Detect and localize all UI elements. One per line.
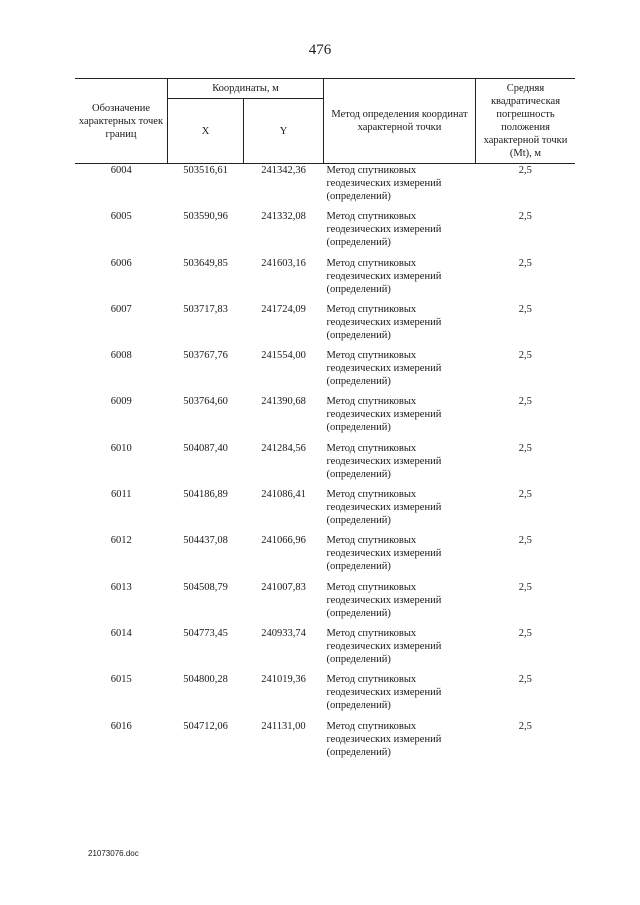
table-row	[75, 488, 575, 534]
table-row	[75, 164, 575, 211]
footer-doc-id: 21073076.doc	[88, 849, 139, 858]
table-body	[75, 164, 575, 766]
cell-method: Метод спутниковых геодезических измерений (определений)	[326, 720, 442, 758]
cell-point: 6008	[110, 350, 132, 362]
table-row	[75, 627, 575, 673]
cell-method: Метод спутниковых геодезических измерений (определений)	[326, 627, 442, 665]
cell-point: 6012	[110, 535, 132, 547]
cell-point: 6014	[110, 627, 132, 639]
cell-method: Метод спутниковых геодезических измерений (определений)	[326, 396, 442, 434]
cell-x: 504800,28	[183, 674, 228, 686]
coordinates-table	[75, 78, 575, 766]
table-row	[75, 581, 575, 627]
cell-error: 2,5	[518, 535, 532, 547]
cell-point: 6006	[110, 257, 132, 269]
cell-point: 6016	[110, 720, 132, 732]
cell-y: 240933,74	[261, 627, 306, 639]
cell-x: 503649,85	[183, 257, 228, 269]
table-row	[75, 303, 575, 349]
table-row	[75, 257, 575, 303]
table-row	[75, 349, 575, 395]
table-row	[75, 395, 575, 441]
page-number: 476	[308, 42, 332, 58]
cell-x: 503767,76	[183, 350, 228, 362]
cell-method: Метод спутниковых геодезических измерений (определений)	[326, 535, 442, 573]
cell-error: 2,5	[518, 581, 532, 593]
cell-method: Метод спутниковых геодезических измерений (определений)	[326, 581, 442, 619]
cell-x: 503717,83	[183, 303, 228, 315]
cell-point: 6010	[110, 442, 132, 454]
cell-error: 2,5	[518, 489, 532, 501]
cell-error: 2,5	[518, 303, 532, 315]
cell-y: 241284,56	[261, 442, 306, 454]
cell-point: 6009	[110, 396, 132, 408]
header-point-designation: Обозначение характерных точек границ	[75, 79, 168, 164]
cell-point: 6011	[110, 489, 132, 501]
header-error: Средняя квадратическая погрешность положения характерной точки (Mt), м	[476, 79, 576, 164]
header-y: Y	[244, 99, 324, 164]
cell-x: 504712,06	[183, 720, 228, 732]
cell-error: 2,5	[518, 627, 532, 639]
cell-x: 503764,60	[183, 396, 228, 408]
cell-error: 2,5	[518, 211, 532, 223]
cell-method: Метод спутниковых геодезических измерений (определений)	[326, 165, 442, 202]
cell-error: 2,5	[518, 720, 532, 732]
cell-x: 503590,96	[183, 211, 228, 223]
cell-method: Метод спутниковых геодезических измерений (определений)	[326, 257, 442, 295]
table-row	[75, 673, 575, 719]
cell-y: 241342,36	[261, 165, 306, 176]
cell-point: 6005	[110, 211, 132, 223]
cell-method: Метод спутниковых геодезических измерений (определений)	[326, 442, 442, 480]
cell-y: 241019,36	[261, 674, 306, 686]
table-header	[75, 79, 575, 164]
cell-point: 6013	[110, 581, 132, 593]
cell-y: 241724,09	[261, 303, 306, 315]
cell-y: 241007,83	[261, 581, 306, 593]
cell-x: 504087,40	[183, 442, 228, 454]
cell-method: Метод спутниковых геодезических измерений (определений)	[326, 674, 442, 712]
cell-error: 2,5	[518, 350, 532, 362]
cell-x: 504186,89	[183, 489, 228, 501]
cell-x: 504508,79	[183, 581, 228, 593]
header-x: X	[168, 99, 244, 164]
cell-error: 2,5	[518, 674, 532, 686]
cell-y: 241390,68	[261, 396, 306, 408]
cell-point: 6015	[110, 674, 132, 686]
table-row	[75, 210, 575, 256]
cell-y: 241086,41	[261, 489, 306, 501]
cell-point: 6004	[110, 165, 132, 176]
header-coordinates: Координаты, м	[168, 79, 324, 99]
cell-error: 2,5	[518, 257, 532, 269]
cell-method: Метод спутниковых геодезических измерений (определений)	[326, 350, 442, 388]
cell-error: 2,5	[518, 396, 532, 408]
cell-x: 503516,61	[183, 165, 228, 176]
cell-error: 2,5	[518, 442, 532, 454]
cell-error: 2,5	[518, 165, 532, 176]
table-row	[75, 534, 575, 580]
cell-y: 241554,00	[261, 350, 306, 362]
cell-point: 6007	[110, 303, 132, 315]
cell-method: Метод спутниковых геодезических измерений (определений)	[326, 489, 442, 527]
table-row	[75, 442, 575, 488]
cell-method: Метод спутниковых геодезических измерений (определений)	[326, 303, 442, 341]
cell-y: 241066,96	[261, 535, 306, 547]
cell-x: 504437,08	[183, 535, 228, 547]
cell-y: 241131,00	[261, 720, 306, 732]
table-row	[75, 720, 575, 766]
cell-method: Метод спутниковых геодезических измерений (определений)	[326, 211, 442, 249]
cell-y: 241332,08	[261, 211, 306, 223]
cell-y: 241603,16	[261, 257, 306, 269]
cell-x: 504773,45	[183, 627, 228, 639]
header-method: Метод определения координат характерной точки	[324, 79, 476, 164]
